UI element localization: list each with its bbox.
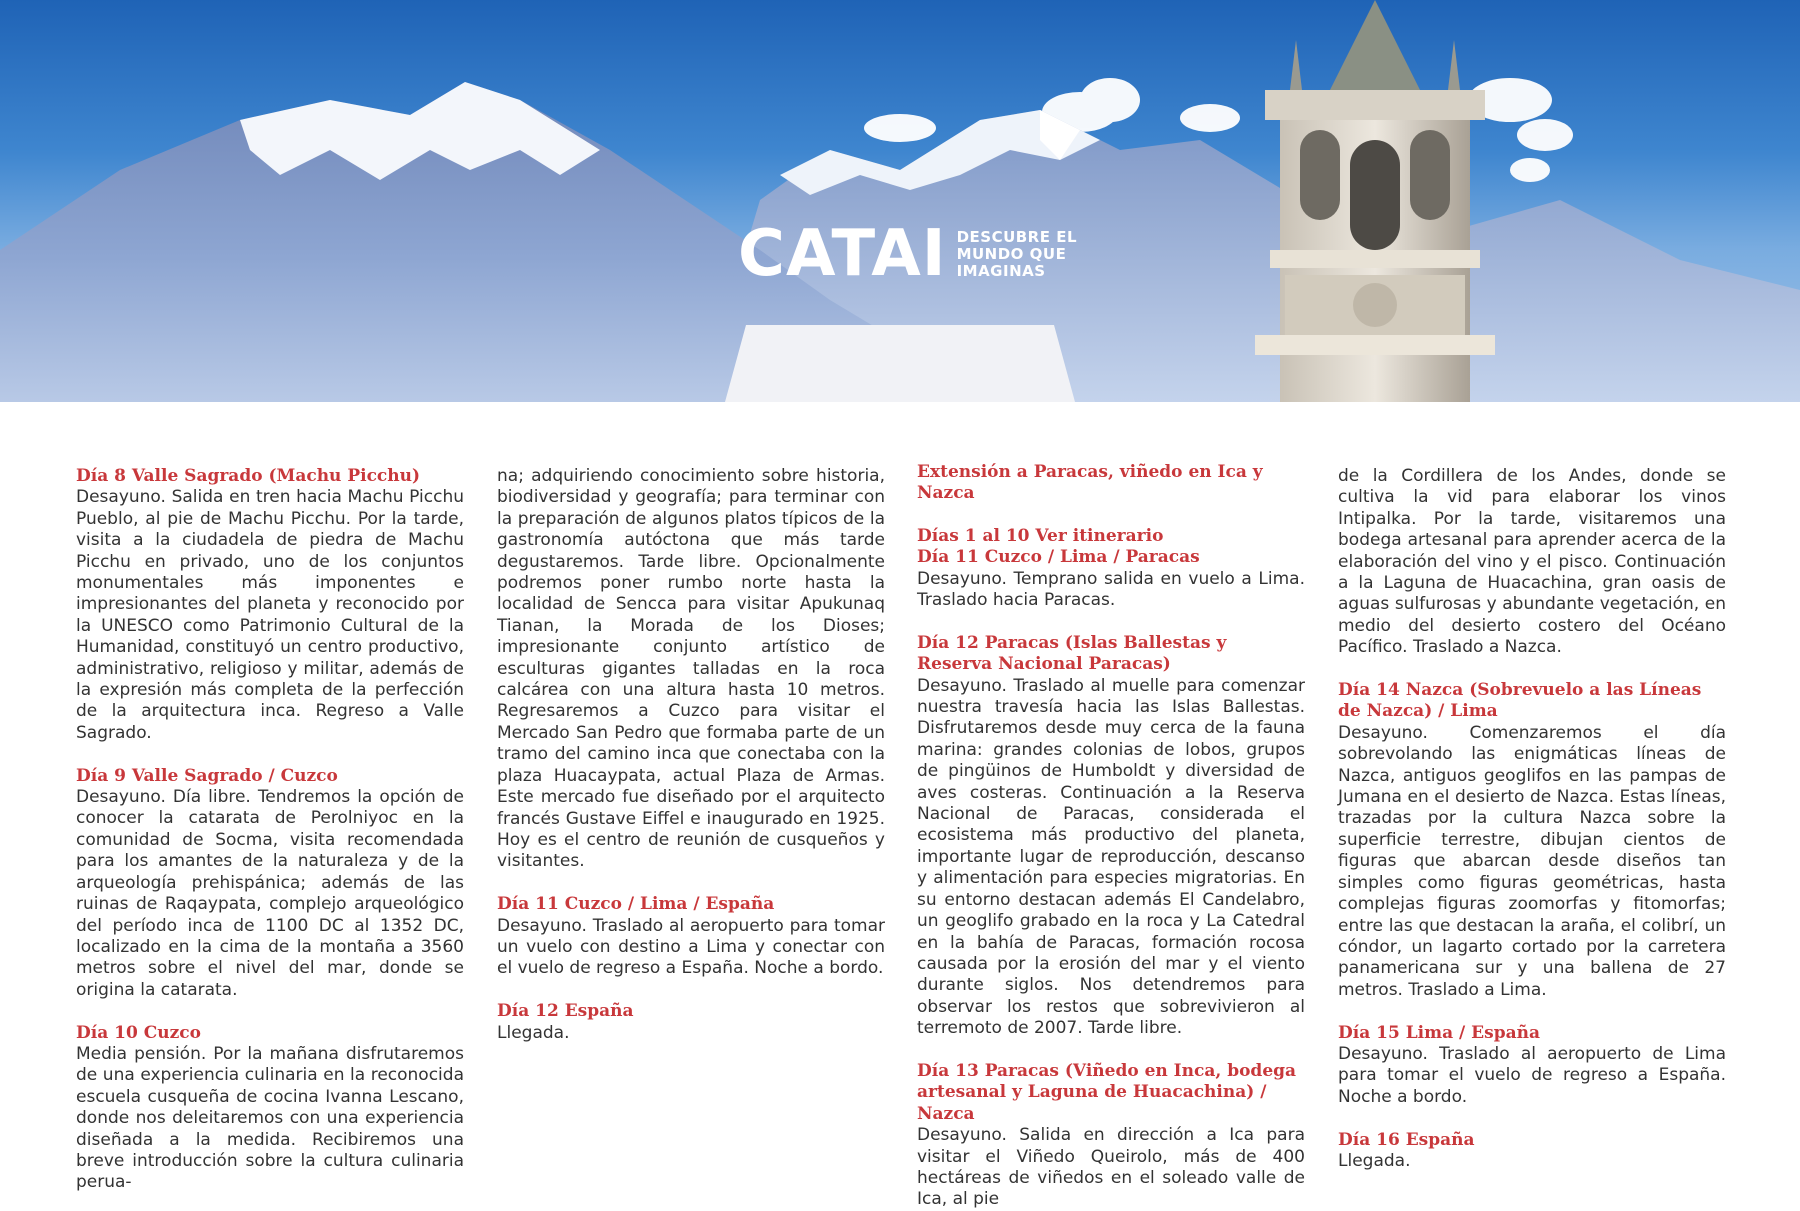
day-title: Día 11 Cuzco / Lima / España xyxy=(497,894,775,915)
day-text: Desayuno. Día libre. Tendremos la opción de conocer la catarata de Perolniyoc en la comunidad de Socma, visita recomendada para los amantes de la naturaleza y de la arqueología prehispánica; además de las ruinas de Raqaypata, complejo arqueológico del período inca de 1100 DC al 1352 DC, localizado en la cima de la montaña a 3560 metros sobre el nivel del mar, donde se origina la catarata. xyxy=(76,787,464,1000)
day-text: Desayuno. Salida en dirección a Ica para visitar el Viñedo Queirolo, más de 400 hectáreas de viñedos en el soleado valle de Ica, al pie xyxy=(917,1125,1305,1210)
itinerary-day xyxy=(76,1023,464,1194)
hero-banner xyxy=(0,0,1800,402)
extension-heading: Extensión a Paracas, viñedo en Ica y Nazca xyxy=(917,462,1263,504)
tower-illustration xyxy=(1255,0,1495,402)
day-text: Desayuno. Salida en tren hacia Machu Picchu Pueblo, al pie de Machu Picchu. Por la tarde, visita a la ciudadela de piedra de Machu Picchu en privado, uno de los conjuntos monumentales más imponentes e impresionantes del planeta y reconocido por la UNESCO como Patrimonio Cultural de la Humanidad, constituyó un centro productivo, administrativo, religioso y militar, además de la expresión más completa de la perfección de la arquitectura inca. Regreso a Valle Sagrado. xyxy=(76,487,464,743)
itinerary-day xyxy=(76,466,464,744)
day-text: Desayuno. Traslado al aeropuerto para tomar un vuelo con destino a Lima y conectar con el vuelo de regreso a España. Noche a bordo. xyxy=(497,915,885,979)
day-title: Día 13 Paracas (Viñedo en Inca, bodega artesanal y Laguna de Huacachina) / Nazca xyxy=(917,1060,1297,1124)
day-text: na; adquiriendo conocimiento sobre historia, biodiversidad y geografía; para terminar con la preparación de algunos platos típicos de la gastronomía autóctona que más tarde degustaremos. Tarde libre. Opcionalmente podremos poner rumbo norte hasta la localidad de Sencca para visitar Apukunaq Tianan, la Morada de los Dioses; impresionante conjunto artístico de esculturas gigantes talladas en la roca calcárea con una altura hasta 10 metros. Regresaremos a Cuzco para visitar el Mercado San Pedro que formaba parte de un tramo del camino inca que conectaba con la plaza Huacaypata, actual Plaza de Armas. Este mercado fue diseñado por el arquitecto francés Gustave Eiffel e inaugurado en 1925. Hoy es el centro de reunión de cusqueños y visitantes. xyxy=(497,466,885,872)
day-text: Media pensión. Por la mañana disfrutaremos de una experiencia culinaria en la reconocida escuela cusqueña de cocina Ivanna Lescano, donde nos deleitaremos con una experiencia diseñada a la medida. Recibiremos una breve introducción sobre la cultura culinaria perua- xyxy=(76,1043,464,1193)
tagline-line: IMAGINAS xyxy=(956,261,1046,280)
day-text: Desayuno. Temprano salida en vuelo a Lima. Traslado hacia Paracas. xyxy=(917,568,1305,611)
itinerary-day xyxy=(917,633,1305,1040)
brand-tagline xyxy=(957,229,1077,280)
mountain-landscape-illustration xyxy=(0,0,1800,402)
day-title: Día 9 Valle Sagrado / Cuzco xyxy=(76,765,338,786)
tagline-line: MUNDO QUE xyxy=(956,244,1067,263)
itinerary-column-3 xyxy=(917,462,1305,1211)
itinerary-day xyxy=(1338,1023,1726,1109)
itinerary-column-2 xyxy=(497,466,885,1044)
day-title: Día 15 Lima / España xyxy=(1338,1022,1540,1043)
day-text: de la Cordillera de los Andes, donde se cultiva la vid para elaborar los vinos Intipalka. Por la tarde, visitaremos una bodega artesanal para aprender acerca de la elaboración del vino y el pisco. Continuación a la Laguna de Huacachina, gran oasis de aguas sulfurosas y abundante vegetación, en medio del desierto costero del Océano Pacífico. Traslado a Nazca. xyxy=(1338,466,1726,658)
day-text: Llegada. xyxy=(497,1022,570,1043)
itinerary-day xyxy=(497,894,885,980)
tagline-line: DESCUBRE EL xyxy=(956,227,1078,246)
catai-logo xyxy=(738,217,1078,291)
itinerary-day xyxy=(1338,1130,1726,1173)
day-text: Desayuno. Traslado al aeropuerto de Lima para tomar el vuelo de regreso a España. Noche a bordo. xyxy=(1338,1043,1726,1107)
itinerary-day xyxy=(1338,680,1726,1001)
itinerary-day xyxy=(917,526,1305,547)
day-text: Llegada. xyxy=(1338,1150,1411,1171)
day-title: Día 14 Nazca (Sobrevuelo a las Líneas de Nazca) / Lima xyxy=(1338,680,1702,722)
itinerary-column-4 xyxy=(1338,466,1726,1172)
itinerary-day xyxy=(76,766,464,1001)
day-title: Día 8 Valle Sagrado (Machu Picchu) xyxy=(76,466,421,486)
day-title: Día 16 España xyxy=(1338,1129,1475,1150)
itinerary-continuation xyxy=(1338,466,1726,659)
day-text: Desayuno. Traslado al muelle para comenzar nuestra travesía hacia las Islas Ballestas. Disfrutaremos desde muy cerca de la fauna marina: grandes colonias de lobos, grupos de pingüinos de Humboldt y diversidad de aves costeras. Continuación a la Reserva Nacional de Paracas, considerada el ecosistema más productivo del planeta, importante lugar de reproducción, descanso y alimentación para especies migratorias. En su entorno destacan además El Candelabro, un geoglifo grabado en la roca y La Catedral en la bahía de Paracas, formación rocosa causada por la erosión del mar y el viento durante siglos. Nos detendremos para observar los restos que sobrevivieron al terremoto de 2007. Tarde libre. xyxy=(917,675,1305,1039)
day-title: Día 11 Cuzco / Lima / Paracas xyxy=(917,547,1200,568)
itinerary-continuation xyxy=(497,466,885,873)
day-title: Días 1 al 10 Ver itinerario xyxy=(917,525,1164,546)
day-text: Desayuno. Comenzaremos el día sobrevolando las enigmáticas líneas de Nazca, antiguos geoglifos en las pampas de Jumana en el desierto de Nazca. Estas líneas, trazadas por la cultura Nazca sobre la superficie terrestre, dibujan cientos de figuras que abarcan desde diseños tan simples como figuras geométricas, hasta complejas figuras zoomorfas y fitomorfas; entre las que destacan la araña, el colibrí, un cóndor, un lagarto cortado por la carretera panamericana sur y una ballena de 27 metros. Traslado a Lima. xyxy=(1338,722,1726,1000)
day-title: Día 12 España xyxy=(497,1001,634,1022)
itinerary-day xyxy=(497,1001,885,1044)
itinerary-day xyxy=(917,1061,1305,1211)
day-title: Día 10 Cuzco xyxy=(76,1022,201,1043)
brand-name: CATAI xyxy=(738,217,947,291)
day-title: Día 12 Paracas (Islas Ballestas y Reserva Nacional Paracas) xyxy=(917,632,1227,675)
itinerary-day xyxy=(917,547,1305,611)
itinerary-column-1 xyxy=(76,466,464,1194)
